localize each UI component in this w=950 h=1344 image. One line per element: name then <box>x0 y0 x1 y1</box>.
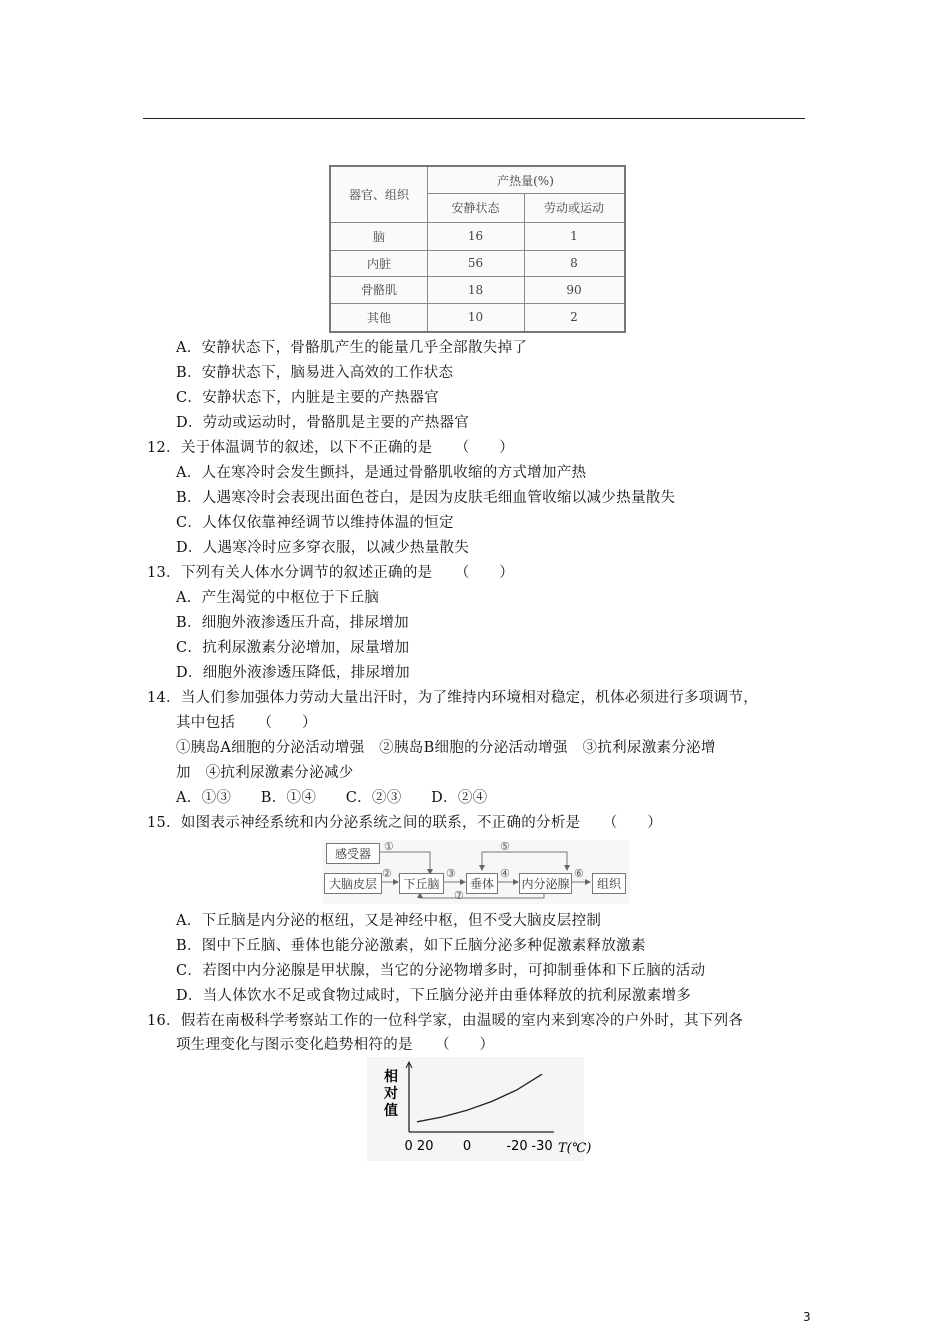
page-number: 3 <box>803 1310 811 1324</box>
table-cell: 10 <box>467 310 484 324</box>
nervous-endocrine-diagram <box>322 840 630 904</box>
q14-stem-line1: 14．当人们参加强体力劳动大量出汗时，为了维持内环境相对稳定，机体必须进行多项调节， <box>147 690 759 706</box>
table-cell: 56 <box>467 256 484 270</box>
q16-stem-line2: 项生理变化与图示变化趋势相符的是 （ ） <box>176 1037 495 1053</box>
label-6: ⑥ <box>574 867 584 880</box>
q15-stem: 15．如图表示神经系统和内分泌系统之间的联系，不正确的分析是 （ ） <box>147 815 662 831</box>
y-axis-label: 相 <box>384 1069 398 1085</box>
q14-items-line2: 加 ④抗利尿激素分泌减少 <box>176 765 354 781</box>
table-cell: 18 <box>467 282 484 297</box>
q15-option-a: A．下丘脑是内分泌的枢纽，又是神经中枢，但不受大脑皮层控制 <box>176 913 602 929</box>
hypothalamus-box: 下丘脑 <box>399 873 444 894</box>
label-4: ④ <box>500 867 510 880</box>
table-cell: 内脏 <box>366 256 391 271</box>
x-tick-label: -30 <box>531 1139 553 1154</box>
chart-svg <box>367 1057 592 1161</box>
x-axis-label: T(℃) <box>558 1141 592 1156</box>
q12-option-b: B．人遇寒冷时会表现出面色苍白，是因为皮肤毛细血管收缩以减少热量散失 <box>176 490 676 506</box>
q14-options: A．①③ B．①④ C．②③ D．②④ <box>176 790 488 806</box>
receptor-box: 感受器 <box>326 843 380 864</box>
q13-option-a: A．产生渴觉的中枢位于下丘脑 <box>176 590 380 606</box>
q16-stem-line1: 16．假若在南极科学考察站工作的一位科学家，由温暖的室内来到寒冷的户外时，其下列各 <box>147 1013 744 1029</box>
table-cell: 其他 <box>366 310 391 325</box>
label-1: ① <box>384 840 394 853</box>
table-cell: 16 <box>467 229 484 243</box>
q14-items-line1: ①胰岛A细胞的分泌活动增强 ②胰岛B细胞的分泌活动增强 ③抗利尿激素分泌增 <box>176 740 716 756</box>
x-tick-label: -20 <box>506 1139 528 1154</box>
cortex-box: 大脑皮层 <box>324 873 382 894</box>
x-tick-label: 0 20 <box>404 1139 434 1154</box>
q13-option-c: C．抗利尿激素分泌增加，尿量增加 <box>176 640 410 656</box>
x-tick-label: 0 <box>462 1139 472 1154</box>
header-heat: 产热量(%) <box>497 173 554 188</box>
table-cell: 90 <box>566 282 582 297</box>
q14-stem-line2: 其中包括 （ ） <box>176 715 317 731</box>
pituitary-box: 垂体 <box>466 873 498 894</box>
data-line <box>417 1074 542 1122</box>
table-cell: 骨骼肌 <box>360 283 397 297</box>
q15-option-b: B．图中下丘脑、垂体也能分泌激素，如下丘脑分泌多种促激素释放激素 <box>176 938 646 954</box>
q13-option-d: D．细胞外液渗透压降低，排尿增加 <box>176 665 410 681</box>
q12-option-c: C．人体仅依靠神经调节以维持体温的恒定 <box>176 515 454 531</box>
q13-option-b: B．细胞外液渗透压升高，排尿增加 <box>176 615 409 631</box>
header-rule <box>143 118 805 119</box>
label-7: ⑦ <box>454 889 464 902</box>
tissue-box: 组织 <box>592 873 626 894</box>
table-cell: 8 <box>570 256 578 270</box>
header-exercise: 劳动或运动 <box>543 201 604 215</box>
label-3: ③ <box>446 867 456 880</box>
relative-value-chart <box>367 1057 592 1161</box>
label-5: ⑤ <box>500 840 510 853</box>
q15-option-d: D．当人体饮水不足或食物过咸时，下丘脑分泌并由垂体释放的抗利尿激素增多 <box>176 988 692 1004</box>
gland-box: 内分泌腺 <box>519 873 572 894</box>
q11-option-d: D．劳动或运动时，骨骼肌是主要的产热器官 <box>176 415 470 431</box>
table-cell: 1 <box>570 229 578 243</box>
q11-option-a: A．安静状态下，骨骼肌产生的能量几乎全部散失掉了 <box>176 340 528 356</box>
table-cell: 2 <box>570 310 578 324</box>
table-cell: 脑 <box>372 229 385 244</box>
y-axis-label: 值 <box>384 1103 398 1119</box>
q13-stem: 13．下列有关人体水分调节的叙述正确的是 （ ） <box>147 565 514 581</box>
q12-option-a: A．人在寒冷时会发生颤抖，是通过骨骼肌收缩的方式增加产热 <box>176 465 587 481</box>
q15-option-c: C．若图中内分泌腺是甲状腺，当它的分泌物增多时，可抑制垂体和下丘脑的活动 <box>176 963 706 979</box>
q12-stem: 12．关于体温调节的叙述，以下不正确的是 （ ） <box>147 440 514 456</box>
q11-option-b: B．安静状态下，脑易进入高效的工作状态 <box>176 365 454 381</box>
q11-option-c: C．安静状态下，内脏是主要的产热器官 <box>176 390 439 406</box>
q12-option-d: D．人遇寒冷时应多穿衣服，以减少热量散失 <box>176 540 470 556</box>
label-2: ② <box>382 867 392 880</box>
y-axis-label: 对 <box>384 1086 398 1102</box>
heat-production-table <box>329 165 626 333</box>
header-organ: 器官、组织 <box>348 188 409 202</box>
header-rest: 安静状态 <box>451 201 500 215</box>
